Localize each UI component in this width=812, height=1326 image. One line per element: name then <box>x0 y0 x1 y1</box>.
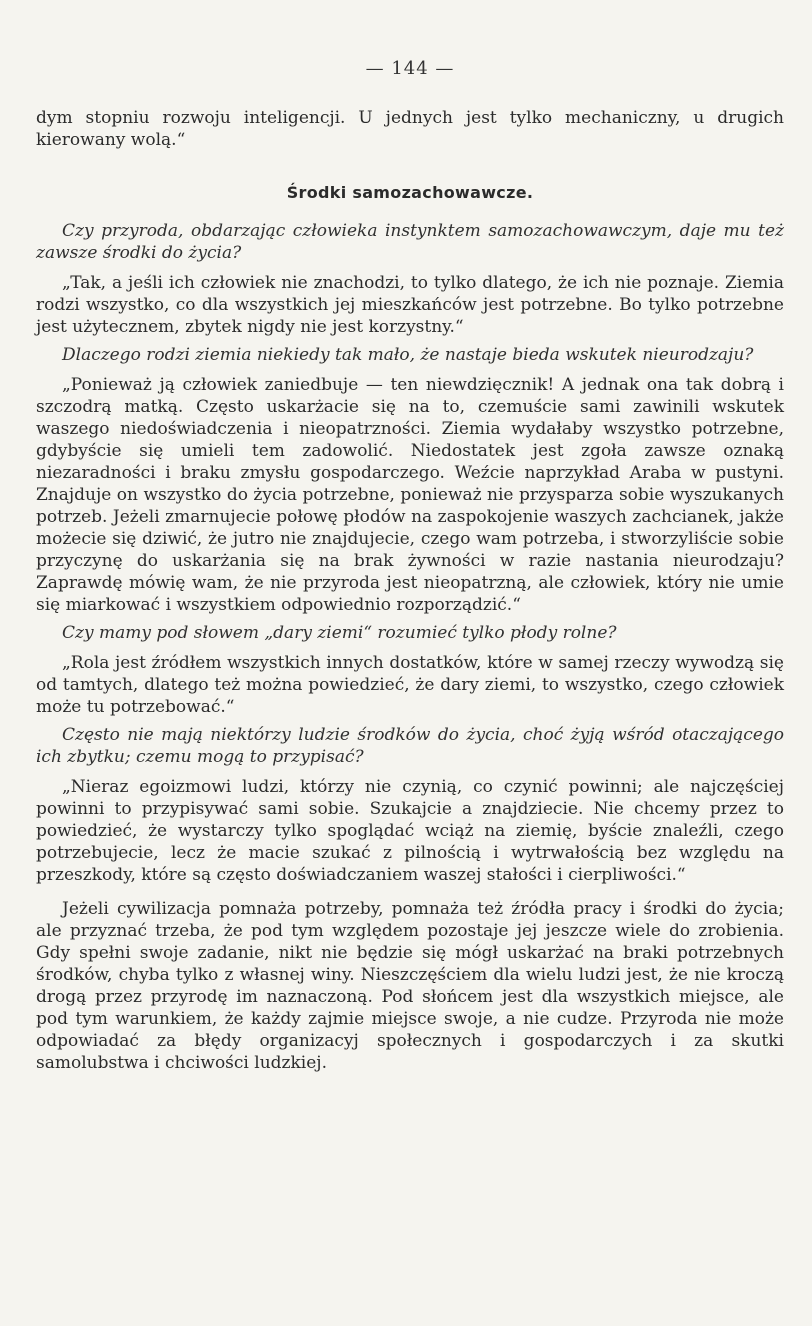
section-title: Środki samozachowawcze. <box>286 183 534 202</box>
closing-paragraph: Jeżeli cywilizacja pomnaża potrzeby, pomnaża też źródła pracy i środki do życia; ale przyznać trzeba, że pod tym względem pozostaje jej jeszcze wiele do zrobienia. Gdy spełni swoje zadanie, nikt nie będzie się mógł uskarżać na braki potrzebnych środków, chyba tylko z własnej winy. Nieszczęściem dla wielu ludzi jest, że nie kroczą drogą przez przyrodę im naznaczoną. Pod słońcem jest dla wszystkich miejsce, ale pod tym warunkiem, że każdy zajmie miejsce swoje, a nie cudze. Przyroda nie może odpowiadać za błędy organizacyj społecznych i gospodarczych i za skutki samolubstwa i chciwości ludzkiej. <box>36 899 784 1073</box>
question-3: Czy mamy pod słowem „dary ziemi“ rozumieć tylko płody rolne? <box>62 623 617 643</box>
question-2: Dlaczego rodzi ziemia niekiedy tak mało, że nastaje bieda wskutek nieurodzaju? <box>62 345 754 365</box>
question-1: Czy przyroda, obdarzając człowieka instynktem samozachowawczym, daje mu też zawsze środki do życia? <box>36 221 784 263</box>
answer-4: „Nieraz egoizmowi ludzi, którzy nie czynią, co czynić powinni; ale najczęściej powinni to przypisywać sami sobie. Szukajcie a znajdziecie. Nie chcemy przez to powiedzieć, że wystarczy tylko spoglądać wciąż na ziemię, byście znaleźli, czego potrzebujecie, lecz że macie szukać z pilnością i wytrwałością bez względu na przeszkody, które są często doświadczaniem waszej stałości i cierpliwości.“ <box>36 777 784 885</box>
paragraph-continuation: dym stopniu rozwoju inteligencji. U jednych jest tylko mechaniczny, u drugich kierowany wolą.“ <box>36 108 784 150</box>
page-number: — 144 — <box>365 58 455 79</box>
answer-1: „Tak, a jeśli ich człowiek nie znachodzi, to tylko dlatego, że ich nie poznaje. Ziemia rodzi wszystko, co dla wszystkich jej mieszkańców jest potrzebne. Bo tylko potrzebne jest użytecznem, zbytek nigdy nie jest korzystny.“ <box>36 273 784 337</box>
answer-3: „Rola jest źródłem wszystkich innych dostatków, które w samej rzeczy wywodzą się od tamtych, dlatego też można powiedzieć, że dary ziemi, to wszystko, czego człowiek może tu potrzebować.“ <box>36 653 784 717</box>
question-4: Często nie mają niektórzy ludzie środków do życia, choć żyją wśród otaczającego ich zbytku; czemu mogą to przypisać? <box>36 725 784 767</box>
book-page <box>36 58 784 1074</box>
answer-2: „Ponieważ ją człowiek zaniedbuje — ten niewdzięcznik! A jednak ona tak dobrą i szczodrą matką. Często uskarżacie się na to, czemuście sami zawinili wskutek waszego niedoświadczenia i nieopatrzności. Ziemia wydałaby wszystko potrzebne, gdybyście się umieli tem zadowolić. Niedostatek jest zgoła zawsze oznaką niezaradności i braku zmysłu gospodarczego. Weźcie naprzykład Araba w pustyni. Znajduje on wszystko do życia potrzebne, ponieważ nie przysparza sobie wyszukanych potrzeb. Jeżeli zmarnujecie połowę płodów na zaspokojenie waszych zachcianek, jakże możecie się dziwić, że jutro nie znajdujecie, czego wam potrzeba, i stworzyliście sobie przyczynę do uskarżania się na brak żywności w razie nastania nieurodzaju? Zaprawdę mówię wam, że nie przyroda jest nieopatrzną, ale człowiek, który nie umie się miarkować i wszystkiem odpowiednio rozporządzić.“ <box>36 375 784 615</box>
